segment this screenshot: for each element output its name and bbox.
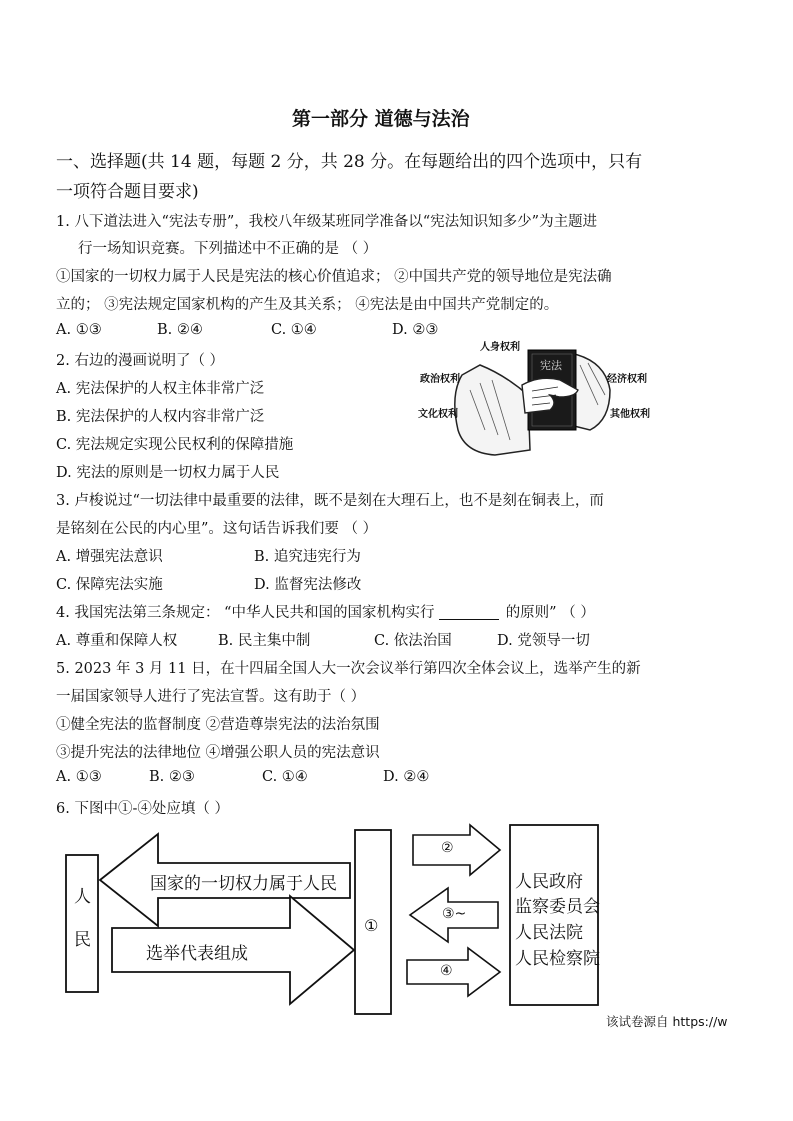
q2-stem: 2. 右边的漫画说明了（ ） xyxy=(56,353,225,369)
q3-option-a[interactable]: A. 增强宪法意识 xyxy=(56,549,163,565)
q5-line2: 一届国家领导人进行了宪法宣誓。这有助于（ ） xyxy=(56,689,366,705)
q1-option-d[interactable]: D. ②③ xyxy=(392,322,439,338)
organ-court: 人民法院 xyxy=(515,923,583,943)
arrow-top-label: 国家的一切权力属于人民 xyxy=(150,874,337,894)
constitution-comic xyxy=(410,335,660,460)
q2-option-d[interactable]: D. 宪法的原则是一切权力属于人民 xyxy=(56,465,280,481)
organ-procuratorate: 人民检察院 xyxy=(515,949,600,969)
q3-option-d[interactable]: D. 监督宪法修改 xyxy=(254,577,362,593)
comic-label-political-rights: 政治权利 xyxy=(420,374,460,385)
q1-line2: 行一场知识竞赛。下列描述中不正确的是 （ ） xyxy=(78,241,378,257)
q3-option-b[interactable]: B. 追究违宪行为 xyxy=(254,549,361,565)
source-footer: 该试卷源自 https://w xyxy=(606,1014,728,1029)
q2-option-a[interactable]: A. 宪法保护的人权主体非常广泛 xyxy=(56,381,265,397)
arrow-bottom-label: 选举代表组成 xyxy=(146,944,248,964)
state-organs-diagram xyxy=(58,820,608,1020)
q4-stem xyxy=(56,601,595,622)
q1-line1: 1. 八下道法进入“宪法专册”，我校八年级某班同学准备以“宪法知识知多少”为主题进 xyxy=(56,214,598,230)
q4-answer-blank[interactable] xyxy=(439,605,499,621)
q5-line4: ③提升宪法的法律地位 ④增强公职人员的宪法意识 xyxy=(56,745,380,761)
q2-option-c[interactable]: C. 宪法规定实现公民权利的保障措施 xyxy=(56,437,294,453)
q1-option-c[interactable]: C. ①④ xyxy=(271,322,317,338)
q3-line1: 3. 卢梭说过“一切法律中最重要的法律，既不是刻在大理石上，也不是刻在铜表上，而 xyxy=(56,493,604,509)
q5-line3: ①健全宪法的监督制度 ②营造尊崇宪法的法治氛围 xyxy=(56,717,380,733)
comic-label-person-rights: 人身权利 xyxy=(480,342,520,353)
q5-option-d[interactable]: D. ②④ xyxy=(383,769,430,785)
q4-option-d[interactable]: D. 党领导一切 xyxy=(497,633,590,649)
q1-line4: 立的； ③宪法规定国家机构的产生及其关系； ④宪法是由中国共产党制定的。 xyxy=(56,297,559,313)
q4-stem-part-a: 4. 我国宪法第三条规定： “中华人民共和国的国家机构实行 xyxy=(56,605,435,621)
q3-line2: 是铭刻在公民的内心里”。这句话告诉我们要 （ ） xyxy=(56,521,378,537)
q4-stem-part-b: 的原则” （ ） xyxy=(505,605,595,621)
q6-stem: 6. 下图中①-④处应填（ ） xyxy=(56,801,229,817)
section-heading-line1: 一、选择题(共 14 题，每题 2 分，共 28 分。在每题给出的四个选项中，只有 xyxy=(56,152,643,172)
q1-option-b[interactable]: B. ②④ xyxy=(157,322,203,338)
comic-label-cultural-rights: 文化权利 xyxy=(418,409,458,420)
comic-book-label: 宪法 xyxy=(540,359,562,372)
blank-1-label: ① xyxy=(364,916,379,935)
q5-option-c[interactable]: C. ①④ xyxy=(262,769,308,785)
q5-option-b[interactable]: B. ②③ xyxy=(149,769,195,785)
blank-4-label: ④ xyxy=(440,963,453,979)
q4-option-a[interactable]: A. 尊重和保障人权 xyxy=(56,633,178,649)
comic-drawing xyxy=(410,335,660,460)
people-char-2: 民 xyxy=(74,930,91,950)
q1-line3: ①国家的一切权力属于人民是宪法的核心价值追求； ②中国共产党的领导地位是宪法确 xyxy=(56,269,612,285)
people-char-1: 人 xyxy=(74,887,91,907)
blank-2-label: ② xyxy=(441,840,454,856)
q4-option-c[interactable]: C. 依法治国 xyxy=(374,633,452,649)
page-title: 第一部分 道德与法治 xyxy=(292,108,470,130)
section-heading-line2: 一项符合题目要求) xyxy=(56,182,199,202)
q1-option-a[interactable]: A. ①③ xyxy=(56,322,102,338)
organ-government: 人民政府 xyxy=(515,872,583,892)
q5-option-a[interactable]: A. ①③ xyxy=(56,769,102,785)
q5-line1: 5. 2023 年 3 月 11 日，在十四届全国人大一次会议举行第四次全体会议上，选举产生的新 xyxy=(56,661,641,677)
q3-option-c[interactable]: C. 保障宪法实施 xyxy=(56,577,163,593)
comic-label-other-rights: 其他权利 xyxy=(610,409,650,420)
organ-supervisory-commission: 监察委员会 xyxy=(515,897,600,917)
blank-3-label: ③~ xyxy=(442,906,467,922)
comic-label-economic-rights: 经济权利 xyxy=(607,374,647,385)
q2-option-b[interactable]: B. 宪法保护的人权内容非常广泛 xyxy=(56,409,265,425)
q4-option-b[interactable]: B. 民主集中制 xyxy=(218,633,311,649)
